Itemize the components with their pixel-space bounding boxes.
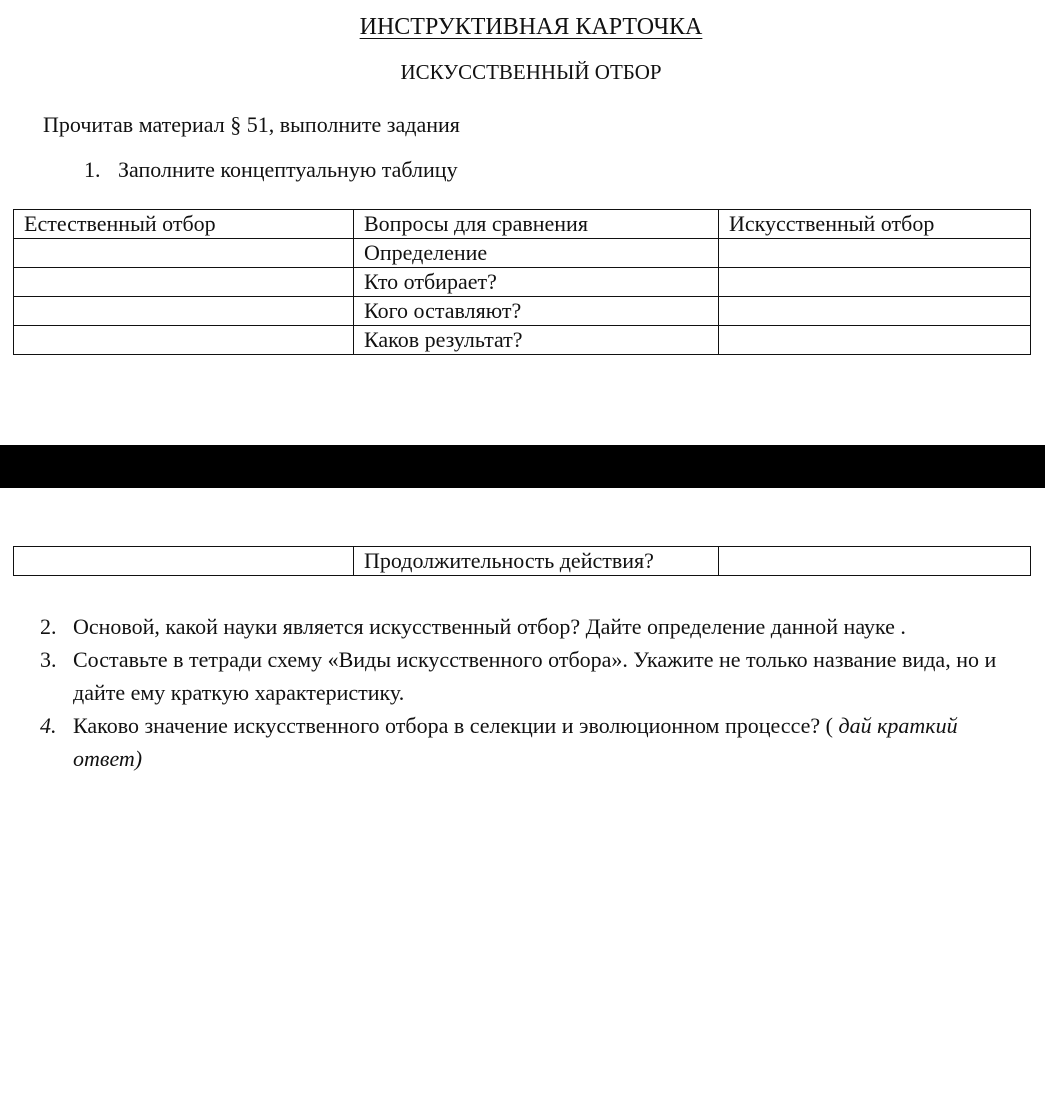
- table-row: [14, 297, 1031, 326]
- task-4-body: [73, 709, 1030, 775]
- table-row: [14, 547, 1031, 576]
- artificial-cell: [719, 268, 1031, 297]
- comparison-table: [13, 209, 1031, 355]
- table-row: [14, 326, 1031, 355]
- question-cell: Кого оставляют?: [354, 297, 719, 326]
- task-4-number: 4.: [40, 713, 57, 738]
- card-title: ИНСТРУКТИВНАЯ КАРТОЧКА: [359, 14, 703, 40]
- task-2: [40, 610, 1030, 643]
- table-header-row: [14, 210, 1031, 239]
- question-cell: Кто отбирает?: [354, 268, 719, 297]
- header-natural-selection: Естественный отбор: [14, 210, 354, 239]
- natural-cell: [14, 547, 354, 576]
- natural-cell: [14, 268, 354, 297]
- task-4-italic-note: дай краткий ответ): [73, 713, 958, 771]
- instruction-text: Прочитав материал § 51, выполните задания: [43, 112, 460, 137]
- artificial-cell: [719, 297, 1031, 326]
- natural-cell: [14, 326, 354, 355]
- artificial-cell: [719, 326, 1031, 355]
- task-1: [84, 157, 458, 183]
- task-4: [40, 709, 1030, 775]
- card-subtitle: ИСКУССТВЕННЫЙ ОТБОР: [400, 60, 662, 84]
- task-2-number: 2.: [40, 614, 57, 639]
- header-artificial-selection: Искусственный отбор: [719, 210, 1031, 239]
- task-list: [40, 610, 1030, 775]
- task-4-text: Каково значение искусственного отбора в селекции и эволюционном процессе? (: [73, 713, 833, 738]
- table-row: [14, 268, 1031, 297]
- task-1-number: 1.: [84, 157, 101, 182]
- artificial-cell: [719, 239, 1031, 268]
- task-2-text: Основой, какой науки является искусственный отбор? Дайте определение данной науке .: [73, 614, 906, 639]
- table-row: [14, 239, 1031, 268]
- artificial-cell: [719, 547, 1031, 576]
- natural-cell: [14, 297, 354, 326]
- question-cell: Каков результат?: [354, 326, 719, 355]
- task-1-text: Заполните концептуальную таблицу: [118, 157, 458, 182]
- header-comparison-questions: Вопросы для сравнения: [354, 210, 719, 239]
- question-cell: Определение: [354, 239, 719, 268]
- comparison-table-continued: [13, 546, 1031, 576]
- redaction-bar: [0, 445, 1045, 488]
- natural-cell: [14, 239, 354, 268]
- task-3: [40, 643, 1030, 709]
- task-3-number: 3.: [40, 647, 57, 672]
- task-3-text: Составьте в тетради схему «Виды искусственного отбора». Укажите не только название вида, но и дайте ему краткую характеристику.: [73, 647, 997, 705]
- question-cell: Продолжительность действия?: [354, 547, 719, 576]
